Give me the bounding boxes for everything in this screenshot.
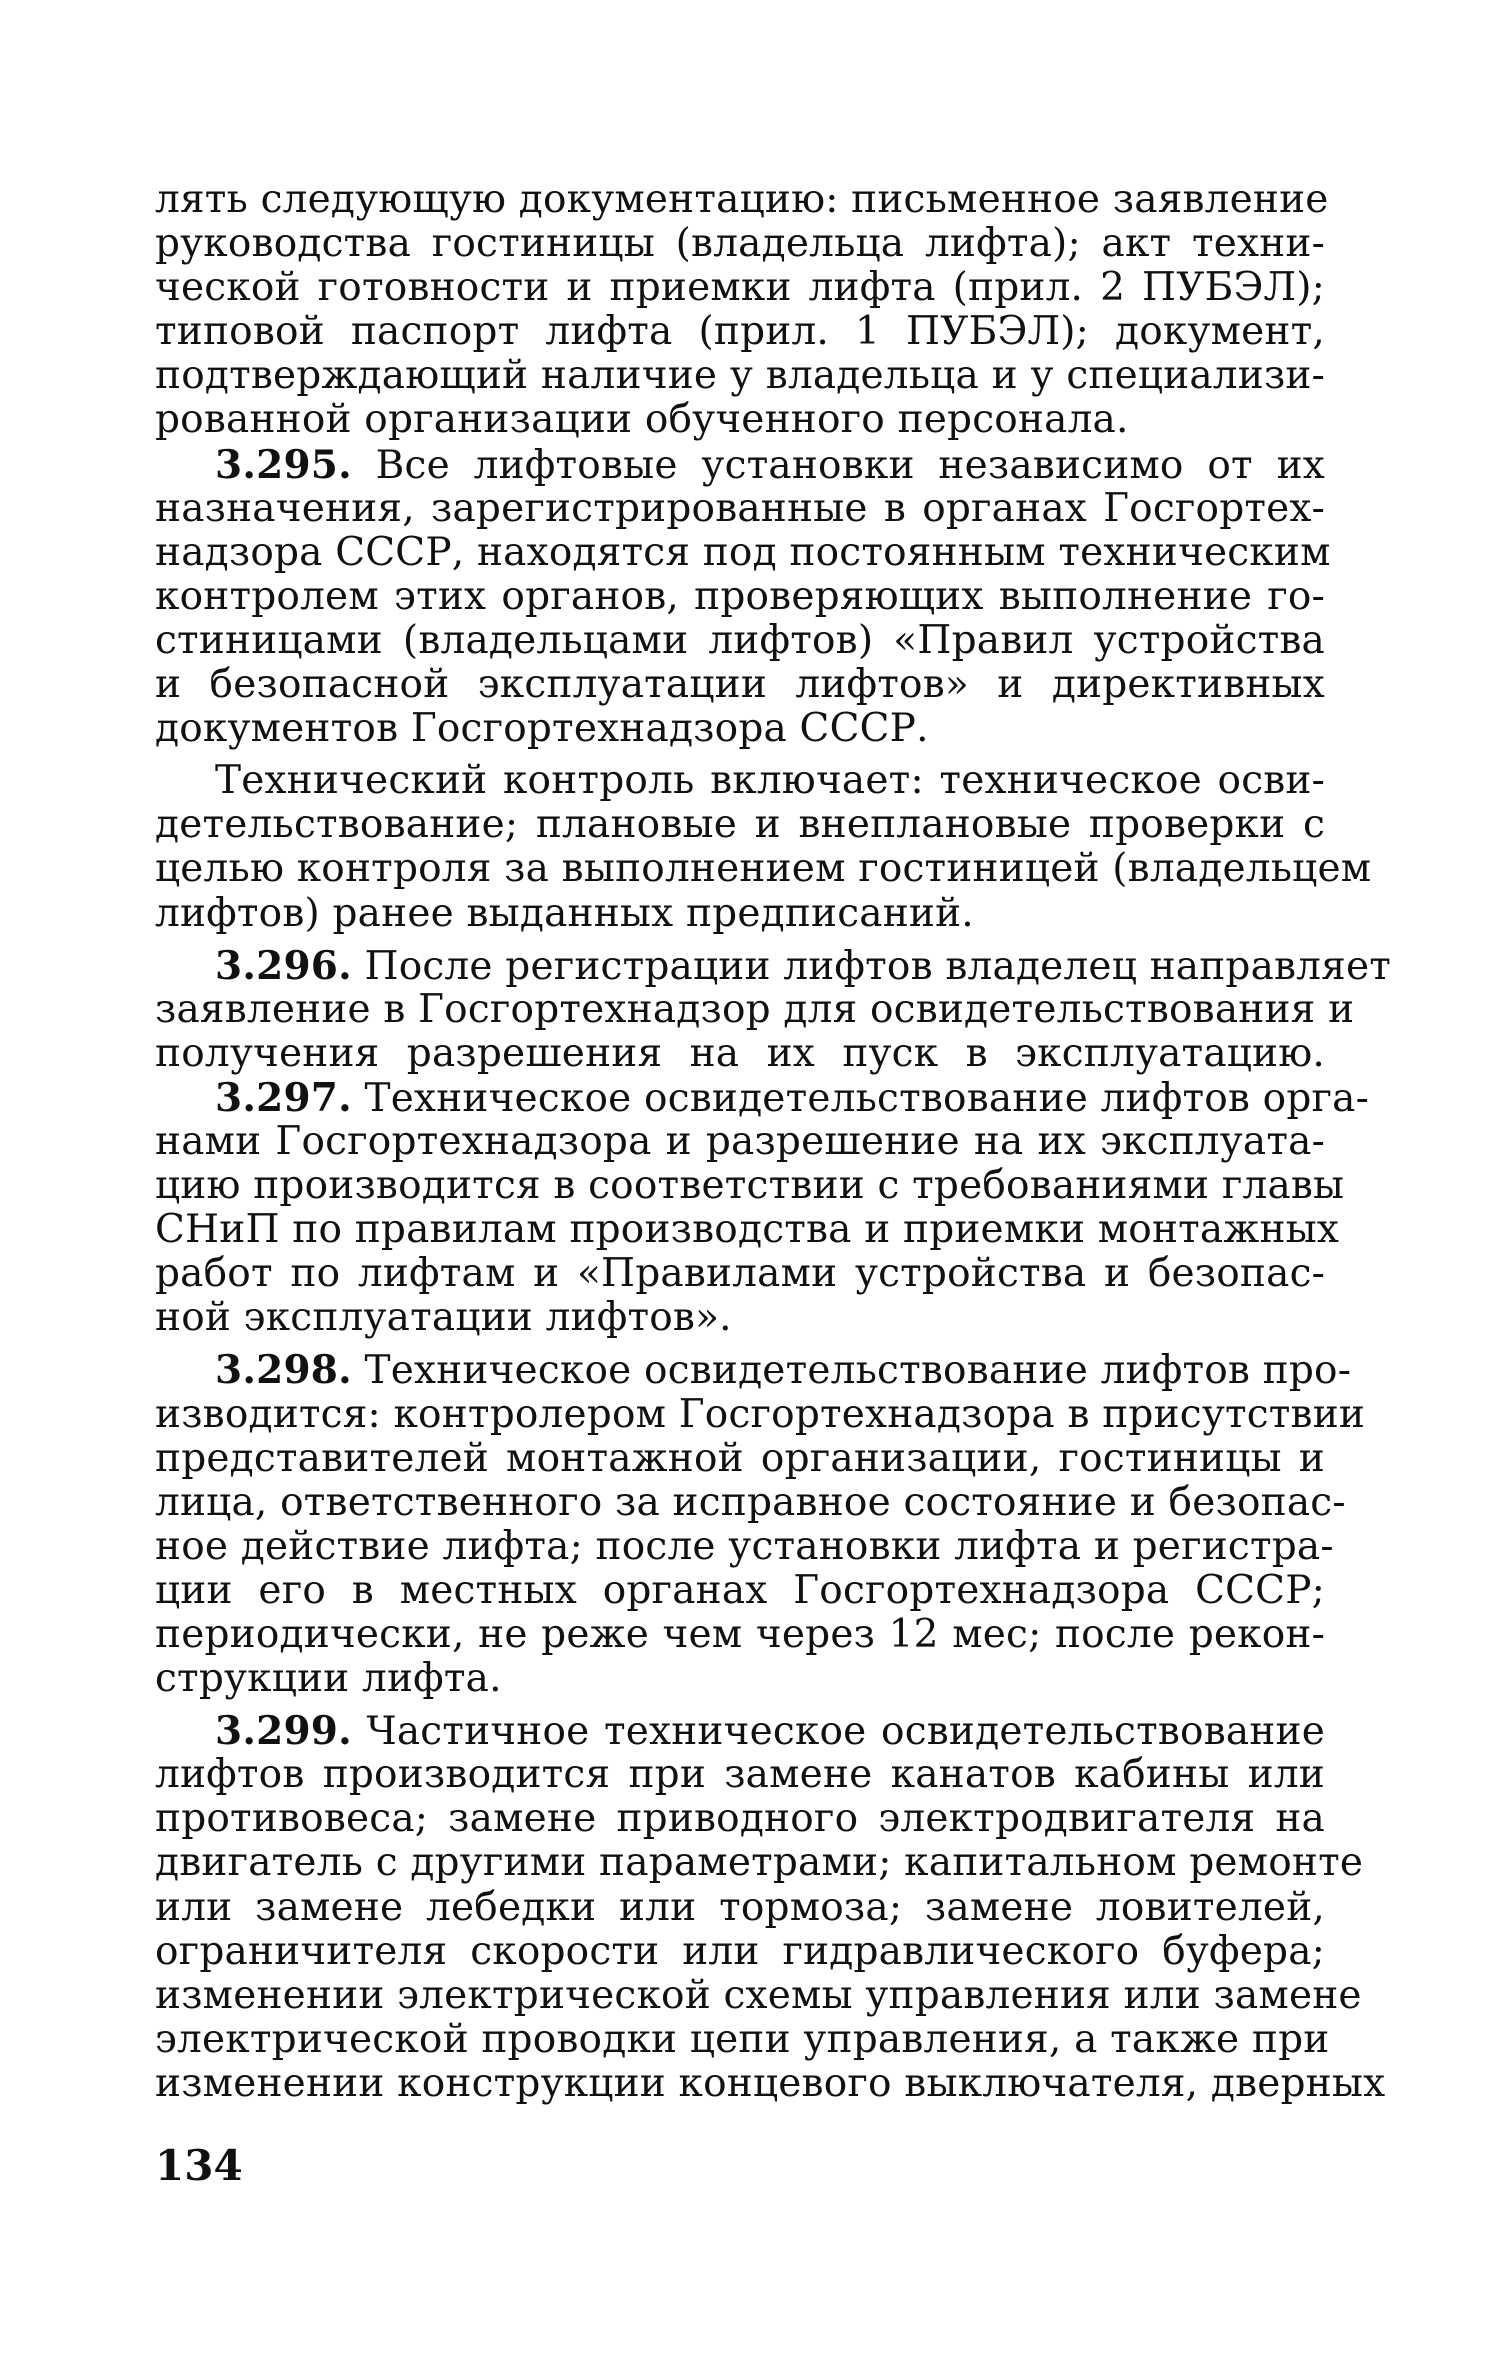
text-line: нами Госгортехнадзора и разрешение на их эксплуата- <box>155 1118 1325 1164</box>
text-line: подтверждающий наличие у владельца и у специализи- <box>155 353 1325 399</box>
paragraph-continuation <box>155 177 1329 443</box>
text-line: ции его в местных органах Госгортехнадзора СССР; <box>155 1567 1325 1613</box>
text-line-first: Технический контроль включает: техническое осви- <box>215 758 1325 804</box>
text-fragment: Техническое освидетельствование лифтов про- <box>351 1348 1352 1394</box>
page-number: 134 <box>155 2141 243 2190</box>
paragraph-3-298 <box>155 1347 1366 1702</box>
paragraph-tech-control <box>155 758 1372 936</box>
text-line: струкции лифта. <box>155 1656 502 1702</box>
section-number: 3.296. <box>215 942 352 989</box>
text-fragment: Все лифтовые установки независимо от их <box>351 442 1325 488</box>
text-line-first <box>155 1709 1325 1753</box>
text-line: ческой готовности и приемки лифта (прил. 2 ПУБЭЛ); <box>155 265 1325 311</box>
section-number: 3.297. <box>215 1074 352 1121</box>
text-line: электрической проводки цепи управления, а также при <box>155 2016 1330 2062</box>
text-line: и безопасной эксплуатации лифтов» и директивных <box>155 662 1325 708</box>
text-line: изменении электрической схемы управления или замене <box>155 1972 1362 2018</box>
text-line: работ по лифтам и «Правилами устройства и безопас- <box>155 1251 1325 1297</box>
page-body <box>155 177 1392 2106</box>
text-line: изменении конструкции концевого выключателя, дверных <box>155 2060 1386 2106</box>
text-line: лифтов производится при замене канатов кабины или <box>155 1752 1325 1798</box>
text-line-first <box>155 443 1325 487</box>
section-number: 3.295. <box>215 441 352 488</box>
text-line: стиницами (владельцами лифтов) «Правил устройства <box>155 617 1325 663</box>
text-line: рованной организации обученного персонала. <box>155 397 1129 443</box>
text-line: руководства гостиницы (владельца лифта); акт техни- <box>155 221 1325 267</box>
text-fragment: Техническое освидетельствование лифтов орга- <box>351 1075 1369 1121</box>
text-line: двигатель с другими параметрами; капитальном ремонте <box>155 1840 1364 1886</box>
section-number: 3.299. <box>215 1708 352 1755</box>
text-line: целью контроля за выполнением гостиницей (владельцем <box>155 846 1372 892</box>
text-line: противовеса; замене приводного электродвигателя на <box>155 1796 1325 1842</box>
text-fragment: Частичное техническое освидетельствование <box>351 1709 1325 1755</box>
text-line-first <box>155 1074 1369 1121</box>
text-fragment: После регистрации лифтов владелец направляет <box>351 943 1392 989</box>
text-line: ной эксплуатации лифтов». <box>155 1295 732 1341</box>
text-line: ное действие лифта; после установки лифта и регистра- <box>155 1523 1334 1569</box>
paragraph-3-296 <box>155 942 1392 1076</box>
text-line-first <box>155 942 1392 989</box>
text-line: лять следующую документацию: письменное заявление <box>155 177 1329 222</box>
text-line: детельствование; плановые и внеплановые проверки с <box>155 802 1325 848</box>
text-line: СНиП по правилам производства и приемки монтажных <box>155 1207 1340 1253</box>
text-line: изводится: контролером Госгортехнадзора в присутствии <box>155 1391 1366 1437</box>
section-number: 3.298. <box>215 1347 352 1394</box>
text-line: цию производится в соответствии с требованиями главы <box>155 1163 1345 1209</box>
text-line: получения разрешения на их пуск в эксплуатацию. <box>155 1030 1325 1076</box>
text-line: лифтов) ранее выданных предписаний. <box>155 890 974 936</box>
text-line: документов Госгортехнадзора СССР. <box>155 706 929 752</box>
text-line: назначения, зарегистрированные в органах Госгортех- <box>155 485 1325 531</box>
text-line-first <box>155 1347 1352 1394</box>
paragraph-3-295 <box>155 441 1331 752</box>
text-line: контролем этих органов, проверяющих выполнение го- <box>155 573 1325 619</box>
text-line: лица, ответственного за исправное состояние и безопас- <box>155 1479 1346 1525</box>
text-line: или замене лебедки или тормоза; замене ловителей, <box>155 1884 1325 1930</box>
text-line: периодически, не реже чем через 12 мес; после рекон- <box>155 1612 1325 1657</box>
text-line: представителей монтажной организации, гостиницы и <box>155 1435 1325 1481</box>
paragraph-3-299 <box>155 1708 1386 2106</box>
paragraph-3-297 <box>155 1074 1369 1341</box>
text-line: надзора СССР, находятся под постоянным техническим <box>155 529 1331 575</box>
text-line: типовой паспорт лифта (прил. 1 ПУБЭЛ); документ, <box>155 309 1325 355</box>
text-line: заявление в Госгортехнадзор для освидетельствования и <box>155 986 1355 1032</box>
text-line: ограничителя скорости или гидравлического буфера; <box>155 1928 1325 1974</box>
